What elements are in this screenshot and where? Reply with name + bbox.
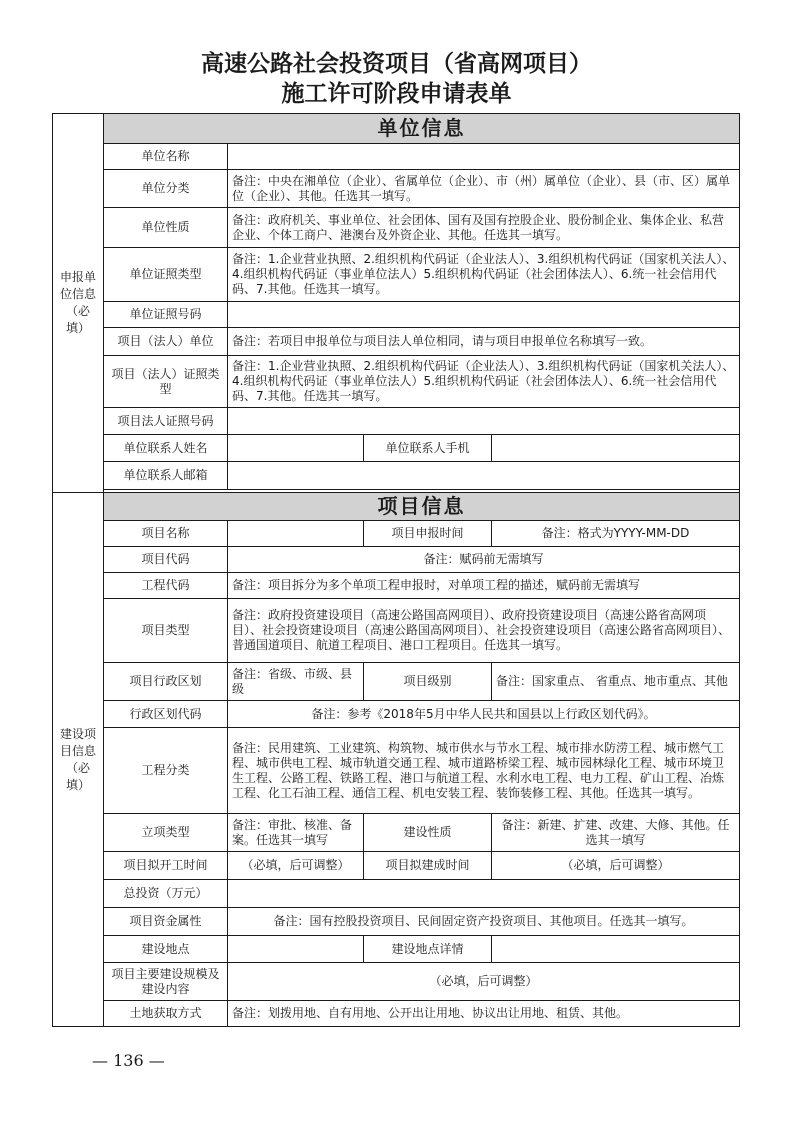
land-acquisition-label: 土地获取方式: [104, 1001, 228, 1027]
section2-heading: 项目信息: [104, 493, 740, 521]
contact-email-label: 单位联系人邮箱: [104, 462, 228, 490]
unit-name-field[interactable]: [228, 144, 740, 170]
project-name-label: 项目名称: [104, 521, 228, 547]
unit-license-type-label: 单位证照类型: [104, 248, 228, 302]
total-investment-field[interactable]: [228, 880, 740, 908]
project-code-label: 项目代码: [104, 547, 228, 573]
contact-email-field[interactable]: [228, 462, 740, 490]
start-time-label: 项目拟开工时间: [104, 852, 228, 880]
admin-region-label: 项目行政区划: [104, 663, 228, 701]
form-title-line1: 高速公路社会投资项目（省高网项目）: [201, 50, 592, 77]
scale-content-label: 项目主要建设规模及建设内容: [104, 963, 228, 1001]
contact-phone-field[interactable]: [492, 435, 740, 462]
section2-side-label: 建设项目信息（必填）: [53, 493, 104, 1027]
project-name-field[interactable]: [228, 521, 364, 547]
apply-time-field[interactable]: 备注：格式为YYYY-MM-DD: [492, 521, 740, 547]
unit-nature-field[interactable]: 备注：政府机关、事业单位、社会团体、国有及国有控股企业、股份制企业、集体企业、私营企业、个体工商户、港澳台及外资企业、其他。任选其一填写。: [228, 208, 740, 248]
project-type-label: 项目类型: [104, 599, 228, 663]
engineering-category-field[interactable]: 备注：民用建筑、工业建筑、构筑物、城市供水与节水工程、城市排水防涝工程、城市燃气工程、城市供电工程、城市轨道交通工程、城市道路桥梁工程、城市园林绿化工程、城市环境卫生工程、公路工程、铁路工程、港口与航道工程、水利水电工程、电力工程、矿山工程、冶炼工程、化工石油工程、通信工程、机电安装工程、装饰装修工程、其他。任选其一填写。: [228, 728, 740, 814]
fund-type-field[interactable]: 备注：国有控股投资项目、民间固定资产投资项目、其他项目。任选其一填写。: [228, 908, 740, 936]
location-field[interactable]: [228, 936, 364, 963]
build-nature-label: 建设性质: [364, 814, 492, 852]
project-legal-unit-field[interactable]: 备注：若项目申报单位与项目法人单位相同，请与项目申报单位名称填写一致。: [228, 328, 740, 356]
project-legal-license-type-field[interactable]: 备注：1.企业营业执照、2.组织机构代码证（企业法人）、3.组织机构代码证（国家机关法人）、4.组织机构代码证（事业单位法人）5.组织机构代码证（社会团体法人）、6.统一社会信用代码、7.其他。任选其一填写。: [228, 356, 740, 408]
finish-time-field[interactable]: （必填，后可调整）: [492, 852, 740, 880]
location-detail-field[interactable]: [492, 936, 740, 963]
project-legal-license-number-label: 项目法人证照号码: [104, 408, 228, 435]
project-type-field[interactable]: 备注：政府投资建设项目（高速公路国高网项目）、政府投资建设项目（高速公路省高网项目）、社会投资建设项目（高速公路国高网项目）、社会投资建设项目（高速公路省高网项目）、普通国道项目、航道工程项目、港口工程项目。任选其一填写。: [228, 599, 740, 663]
unit-license-number-field[interactable]: [228, 302, 740, 328]
total-investment-label: 总投资（万元）: [104, 880, 228, 908]
apply-time-label: 项目申报时间: [364, 521, 492, 547]
project-legal-license-type-label: 项目（法人）证照类型: [104, 356, 228, 408]
region-code-field[interactable]: 备注：参考《2018年5月中华人民共和国县以上行政区划代码》。: [228, 701, 740, 728]
section1-heading: 单位信息: [104, 114, 740, 144]
unit-name-label: 单位名称: [104, 144, 228, 170]
location-detail-label: 建设地点详情: [364, 936, 492, 963]
engineering-code-field[interactable]: 备注：项目拆分为多个单项工程申报时，对单项工程的描述，赋码前无需填写: [228, 573, 740, 599]
project-code-field[interactable]: 备注：赋码前无需填写: [228, 547, 740, 573]
unit-nature-label: 单位性质: [104, 208, 228, 248]
build-nature-field[interactable]: 备注：新建、扩建、改建、大修、其他。任选其一填写: [492, 814, 740, 852]
approval-type-label: 立项类型: [104, 814, 228, 852]
contact-name-field[interactable]: [228, 435, 364, 462]
region-code-label: 行政区划代码: [104, 701, 228, 728]
location-label: 建设地点: [104, 936, 228, 963]
section1-side-label: 申报单位信息（必填）: [53, 114, 104, 493]
land-acquisition-field[interactable]: 备注：划拨用地、自有用地、公开出让用地、协议出让用地、租赁、其他。: [228, 1001, 740, 1027]
admin-region-field[interactable]: 备注：省级、市级、县级: [228, 663, 364, 701]
unit-category-label: 单位分类: [104, 170, 228, 208]
project-legal-unit-label: 项目（法人）单位: [104, 328, 228, 356]
engineering-code-label: 工程代码: [104, 573, 228, 599]
contact-phone-label: 单位联系人手机: [364, 435, 492, 462]
page-number: — 136 —: [92, 1051, 165, 1070]
unit-category-field[interactable]: 备注：中央在湘单位（企业）、省属单位（企业）、市（州）属单位（企业）、县（市、区）属单位（企业）、其他。任选其一填写。: [228, 170, 740, 208]
project-level-field[interactable]: 备注：国家重点、 省重点、地市重点、其他: [492, 663, 740, 701]
project-legal-license-number-field[interactable]: [228, 408, 740, 435]
approval-type-field[interactable]: 备注：审批、核准、备案。任选其一填写: [228, 814, 364, 852]
finish-time-label: 项目拟建成时间: [364, 852, 492, 880]
project-level-label: 项目级别: [364, 663, 492, 701]
start-time-field[interactable]: （必填，后可调整）: [228, 852, 364, 880]
form-title-line2: 施工许可阶段申请表单: [281, 80, 512, 107]
unit-license-type-field[interactable]: 备注：1.企业营业执照、2.组织机构代码证（企业法人）、3.组织机构代码证（国家机关法人）、4.组织机构代码证（事业单位法人）5.组织机构代码证（社会团体法人）、6.统一社会信用代码、7.其他。任选其一填写。: [228, 248, 740, 302]
fund-type-label: 项目资金属性: [104, 908, 228, 936]
application-form-table: [52, 113, 740, 1027]
unit-license-number-label: 单位证照号码: [104, 302, 228, 328]
scale-content-field[interactable]: （必填，后可调整）: [228, 963, 740, 1001]
engineering-category-label: 工程分类: [104, 728, 228, 814]
contact-name-label: 单位联系人姓名: [104, 435, 228, 462]
